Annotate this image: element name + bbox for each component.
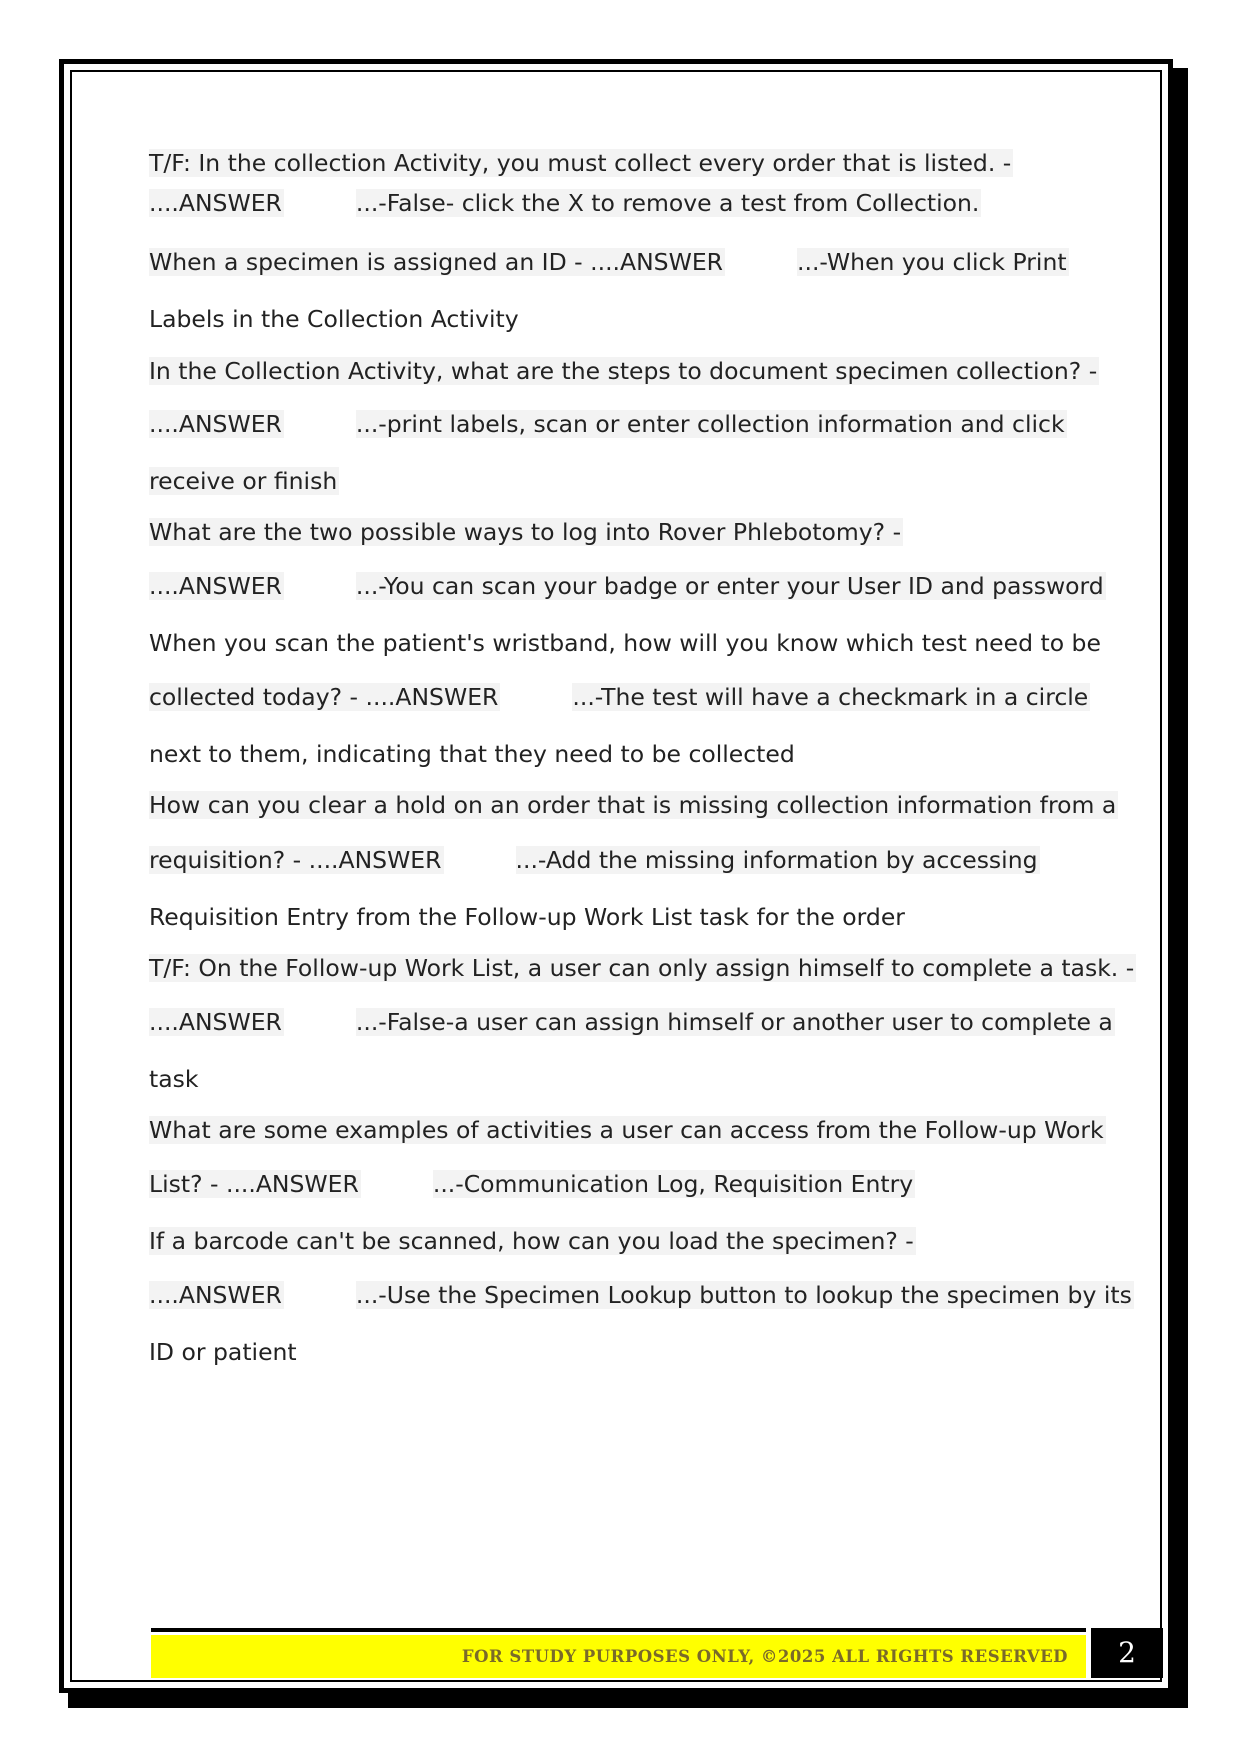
- text-line: T/F: In the collection Activity, you must collect every order that is listed. -: [149, 149, 1012, 177]
- text-line: In the Collection Activity, what are the steps to document specimen collection? -: [149, 357, 1098, 385]
- text-line: ....ANSWER ...-False-a user can assign himself or another user to complete a: [149, 1008, 1113, 1036]
- text-line: requisition? - ....ANSWER ...-Add the missing information by accessing: [149, 846, 1038, 874]
- text-line: collected today? - ....ANSWER ...-The test will have a checkmark in a circle: [149, 683, 1089, 711]
- text-line: ....ANSWER ...-print labels, scan or enter collection information and click: [149, 410, 1065, 438]
- text-line: How can you clear a hold on an order that is missing collection information from a: [149, 791, 1117, 819]
- footer-rule: [151, 1628, 1086, 1632]
- text-line: ....ANSWER ...-Use the Specimen Lookup button to lookup the specimen by its: [149, 1281, 1132, 1309]
- text-line: What are the two possible ways to log into Rover Phlebotomy? -: [149, 518, 902, 546]
- text-line: receive or finish: [149, 467, 338, 495]
- text-line: next to them, indicating that they need to be collected: [149, 740, 795, 768]
- page-number: 2: [1091, 1628, 1163, 1678]
- text-line: List? - ....ANSWER ...-Communication Log, Requisition Entry: [149, 1170, 914, 1198]
- text-line: Requisition Entry from the Follow-up Work List task for the order: [149, 903, 905, 931]
- text-line: When you scan the patient's wristband, how will you know which test need to be: [149, 629, 1101, 657]
- footer-text: FOR STUDY PURPOSES ONLY, ©2025 ALL RIGHTS RESERVED: [461, 1647, 1068, 1666]
- text-line: Labels in the Collection Activity: [149, 305, 519, 333]
- text-line: ....ANSWER ...-False- click the X to remove a test from Collection.: [149, 189, 980, 217]
- text-line: When a specimen is assigned an ID - ....ANSWER ...-When you click Print: [149, 248, 1067, 276]
- text-line: What are some examples of activities a user can access from the Follow-up Work: [149, 1116, 1104, 1144]
- text-line: task: [149, 1065, 199, 1093]
- text-line: T/F: On the Follow-up Work List, a user can only assign himself to complete a task. -: [149, 954, 1135, 982]
- text-line: ....ANSWER ...-You can scan your badge or enter your User ID and password: [149, 572, 1104, 600]
- text-line: ID or patient: [149, 1338, 297, 1366]
- footer-bar: [151, 1635, 1086, 1678]
- text-line: If a barcode can't be scanned, how can you load the specimen? -: [149, 1227, 914, 1255]
